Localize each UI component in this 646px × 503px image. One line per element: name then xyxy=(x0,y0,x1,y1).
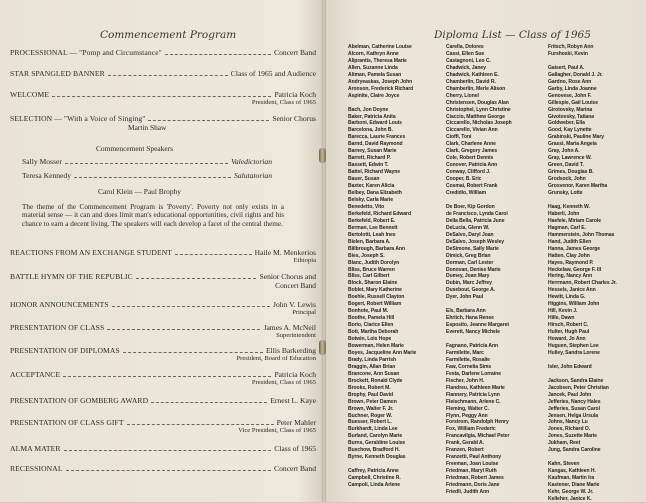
graduate-name: Aspinite, Claire Joyce xyxy=(348,92,400,99)
graduate-name: Hulter, Hugh Paul xyxy=(548,329,590,336)
graduate-name: Clark, Charlene Anne xyxy=(446,141,496,148)
graduate-name: Fleming, Walter C. xyxy=(446,405,489,412)
program-item-alma-mater: ALMA MATER Class of 1965 xyxy=(10,444,316,453)
graduate-name: Buesser, Robert L. xyxy=(348,419,392,426)
graduate-name: Frank, Gerald A. xyxy=(446,440,484,447)
graduate-name: Grabinski, Pauline Mary xyxy=(548,134,605,141)
graduate-name: Jancek, Paul John xyxy=(548,391,592,398)
graduate-name: Cherry, Lionel xyxy=(446,92,479,99)
graduate-name: Dimick, Greg Brian xyxy=(446,252,491,259)
graduate-name: Kehr, George W. Jr. xyxy=(548,489,594,495)
graduate-name: Carella, Dolores xyxy=(446,44,484,50)
graduate-name: Fagnano, Patricia Ann xyxy=(446,342,499,349)
graduate-name: Hewitt, Linda G. xyxy=(548,294,586,301)
speaker-valedictorian: Sally Mosser Valedictorian xyxy=(22,157,272,166)
program-item-presentation-class-sub: Superintendent xyxy=(276,332,316,339)
graduate-name: Hagman, Carl E. xyxy=(548,224,586,231)
graduate-name: Franzen, Robert xyxy=(446,447,484,454)
graduate-name: Dyer, John Paul xyxy=(446,294,484,301)
graduate-name: Flannery, Patricia Lynn xyxy=(446,391,500,398)
graduate-name: Christophel, Lynn Christine xyxy=(446,106,511,113)
graduate-name: Goldweber, Ella xyxy=(548,120,585,127)
graduate-name: Abelman, Catherine Louise xyxy=(348,44,412,50)
graduate-name xyxy=(548,357,642,364)
graduate-name: Fischer, John H. xyxy=(446,377,485,384)
graduate-name: Boblet, Mary Katherine xyxy=(348,287,402,294)
graduate-name: Cassi, Ellen Sue xyxy=(446,50,485,57)
additional-speakers: Carol Klein — Paul Brophy xyxy=(98,187,181,196)
graduate-name: Conway, Clifford J. xyxy=(446,169,491,176)
graduate-name: Grodsock, John xyxy=(548,176,586,183)
graduate-name: Allen, Suzanne Linda xyxy=(348,64,398,71)
graduate-name: Aronson, Frederick Richard xyxy=(348,85,414,92)
graduate-name: Everett, Nancy Michele xyxy=(446,329,500,336)
graduate-name: Billbrough, Barbara Ann xyxy=(348,245,405,252)
graduate-name: Ciccarello, Vivian Ann xyxy=(446,127,498,134)
graduate-name: Howard, Jo Ann xyxy=(548,336,586,343)
graduate-name: Belbey, Dana Elizabeth xyxy=(348,190,402,197)
graduate-name: Grassi, Maria Angela xyxy=(548,141,597,148)
graduate-name: Huguen, Stephen Lee xyxy=(548,342,599,349)
graduate-name: Bies, Joseph S. xyxy=(348,252,385,259)
graduate-name: Haefele, Miriam Carole xyxy=(548,217,602,224)
graduate-name: Hatten, Clay John xyxy=(548,252,590,259)
graduate-name: Borio, Clarice Ellen xyxy=(348,322,394,329)
graduate-name: Grunsky, Lotte xyxy=(548,190,583,197)
graduate-name: Boyes, Jacqueline Ann Marie xyxy=(348,349,417,356)
graduate-name: Dumey, Joan Mary xyxy=(446,273,490,280)
program-item-processional: PROCESSIONAL — "Pomp and Circumstance" Concert Band xyxy=(10,48,316,57)
graduate-name: Byrne, Kenneth Douglas xyxy=(348,454,406,461)
graduate-name: Chamberlin, Merle Alison xyxy=(446,85,506,92)
graduate-name: Boehle, Russell Clayton xyxy=(348,294,405,301)
graduate-name: Fox, William Frederic xyxy=(446,426,496,433)
graduate-name: Barboni, Edward Louis xyxy=(348,120,402,127)
graduate-name: Hille, Dawn xyxy=(548,315,575,322)
graduate-name: Berkefeld, Robert E. xyxy=(348,217,396,224)
graduate-name: Brown, Walter F. Jr. xyxy=(348,405,394,412)
graduate-name xyxy=(446,301,542,308)
graduate-name: Ehrlich, Hana Renee xyxy=(446,315,494,322)
program-item-reactions: REACTIONS FROM AN EXCHANGE STUDENT Haile M. Menkerios xyxy=(10,248,316,257)
staple-bottom xyxy=(319,340,326,355)
graduate-name: Faw, Cornelia Sims xyxy=(446,363,492,370)
graduate-name: Friedman, Maryl Ruth xyxy=(446,468,497,475)
graduate-name: Dusebout, George A. xyxy=(446,287,496,294)
program-item-class-gift-sub: Vice President, Class of 1965 xyxy=(238,427,316,434)
program-item-battle-hymn: BATTLE HYMN OF THE REPUBLIC Senior Chorus and xyxy=(10,272,316,281)
graduate-name: Bielen, Barbara A. xyxy=(348,238,391,245)
graduate-name: Bott, Martha Deborah xyxy=(348,329,399,336)
program-item-selection: SELECTION — "With a Voice of Singing" Senior Chorus xyxy=(10,114,316,123)
graduate-name: Garby, Linda Joanne xyxy=(548,85,597,92)
program-title: Commencement Program xyxy=(100,29,237,41)
graduate-name: Gray, Lawrence W. xyxy=(548,155,592,162)
graduate-name: Bach, Jon Doyne xyxy=(348,106,389,113)
graduate-name: Forstrom, Randolph Henry xyxy=(446,419,509,426)
graduate-name: Green, David T. xyxy=(548,162,584,169)
graduate-name: Brancone, Ann Susan xyxy=(348,370,400,377)
graduate-name: Donovan, Denise Marie xyxy=(446,266,501,273)
graduate-name xyxy=(548,454,642,461)
graduate-name: Ciccarello, Nicholas Joseph xyxy=(446,120,512,127)
graduate-name: Cole, Robert Dennis xyxy=(446,155,494,162)
graduate-name: Esposito, Jeanne Margaret xyxy=(446,322,509,329)
program-item-welcome: WELCOME Patricia Koch xyxy=(10,90,316,99)
graduate-name: Dubin, Marc Jeffrey xyxy=(446,280,492,287)
graduate-name: Franzetti, Paul Anthony xyxy=(446,454,502,461)
diploma-column-2 xyxy=(446,44,542,496)
graduate-name: DeSalvo, Daryl Joan xyxy=(446,231,494,238)
graduate-name: Barney, Susan Marie xyxy=(348,148,397,155)
speakers-heading: Commencement Speakers xyxy=(96,144,173,153)
graduate-name: Caffrey, Patricia Anne xyxy=(348,468,399,475)
graduate-name: Brooks, Robert M. xyxy=(348,384,391,391)
program-item-acceptance: ACCEPTANCE Patricia Koch xyxy=(10,370,316,379)
graduate-name: Higgins, William John xyxy=(548,301,600,308)
graduate-name: Kelleher, Janice K. xyxy=(548,495,592,502)
graduate-name: De Boer, Kip Gordon xyxy=(446,203,495,210)
graduate-name: Brady, Linda Parrish xyxy=(348,356,396,363)
graduate-name: Brophy, Paul David xyxy=(348,391,393,398)
graduate-name: Bliss, Bruce Warren xyxy=(348,266,395,273)
graduate-name: Genovese, John F. xyxy=(548,92,592,99)
theme-paragraph: The theme of the Commencement Program is 'Poverty'. Poverty not only exists in a material sense — it can and does limit man's educational opportunities, civil rights and his chance to earn a decent living. The speakers will each develop a facet of the central theme. xyxy=(22,203,284,228)
graduate-name: Jackson, Sandra Elaine xyxy=(548,377,604,384)
graduate-name: Boothe, Pamela Hill xyxy=(348,315,395,322)
graduate-name: Baker, Patricia Anita xyxy=(348,113,396,120)
program-item-diplomas: PRESENTATION OF DIPLOMAS Ellis Barkerding xyxy=(10,346,316,355)
graduate-name: Freeman, Joan Louise xyxy=(446,461,499,468)
diploma-list-page xyxy=(326,0,646,502)
graduate-name: Flandreu, Kathleen Marie xyxy=(446,384,505,391)
graduate-name: Della Bella, Patricia June xyxy=(446,217,505,224)
graduate-name: Berkefeld, Richard Edward xyxy=(348,210,411,217)
graduate-name: Benedetto, Vito xyxy=(348,203,385,210)
graduate-name: Bonhote, Paul M. xyxy=(348,308,389,315)
graduate-name: Campoli, Linda Arlene xyxy=(348,482,401,489)
graduate-name: Furshoski, Kevin xyxy=(548,50,588,57)
diploma-column-1 xyxy=(348,44,442,489)
graduate-name: Hanna, James George xyxy=(548,245,601,252)
graduate-name: Chadwick, Kathleen E. xyxy=(446,71,499,78)
graduate-name: Alcorn, Kathryn Anne xyxy=(348,50,399,57)
program-item-reactions-sub: Ethiopia xyxy=(293,257,316,264)
graduate-name xyxy=(548,197,642,204)
graduate-name xyxy=(548,371,642,378)
program-item-presentation-class: PRESENTATION OF CLASS James A. McNeil xyxy=(10,323,316,332)
graduate-name xyxy=(446,336,542,343)
graduate-name: Francavilgia, Michael Peter xyxy=(446,433,510,440)
graduate-name: Kangas, Kathleen H. xyxy=(548,468,596,475)
graduate-name: Gaisert, Paul A. xyxy=(548,64,585,71)
graduate-name: Bowerman, Helen Marie xyxy=(348,342,404,349)
graduate-name: Dorman, Carl Lester xyxy=(446,259,494,266)
graduate-name: Altman, Pamela Susan xyxy=(348,71,402,78)
graduate-name: Cosmai, Robert Frank xyxy=(446,183,498,190)
graduate-name: Johns, Nancy Lu xyxy=(548,419,588,426)
graduate-name: Blanc, Judith Dorolyn xyxy=(348,259,400,266)
graduate-name: Hill, Kevin J. xyxy=(548,308,578,315)
graduate-name: Grosvenor, Karen Martha xyxy=(548,183,608,190)
graduate-name: DeLucia, Glenn W. xyxy=(446,224,490,231)
graduate-name: Hayes, Raymond P. xyxy=(548,259,594,266)
graduate-name: Burkhardt, Linda Lee xyxy=(348,426,398,433)
graduate-name: Girotovsky, Marina xyxy=(548,106,593,113)
graduate-name: Hulley, Sandra Lorene xyxy=(548,349,600,356)
graduate-name: Andryeaskas, Joseph John xyxy=(348,78,413,85)
program-item-honors-sub: Principal xyxy=(292,309,316,316)
graduate-name: Baxter, Karen Alicia xyxy=(348,183,395,190)
graduate-name: Aliprantis, Theresa Marie xyxy=(348,57,407,64)
graduate-name: Bauer, Susan xyxy=(348,176,380,183)
graduate-name: Conover, Patricia Ann xyxy=(446,162,498,169)
program-item-battle-hymn-sub: Concert Band xyxy=(275,281,316,290)
graduate-name: Brockett, Ronald Clyde xyxy=(348,377,403,384)
graduate-name: Jefferies, Susan Carol xyxy=(548,405,600,412)
graduate-name: Friedli, Judith Ann xyxy=(446,489,490,495)
program-item-class-gift: PRESENTATION OF CLASS GIFT Peter Mahler xyxy=(10,418,316,427)
diploma-list-title: Diploma List — Class of 1965 xyxy=(434,29,591,41)
graduate-name: Block, Sharon Elaine xyxy=(348,280,398,287)
graduate-name: Herrmann, Robert Charles Jr. xyxy=(548,280,617,287)
graduate-name: Hessels, Janice Ann xyxy=(548,287,596,294)
commencement-program-page xyxy=(0,0,322,502)
graduate-name: Barnd, David Raymond xyxy=(348,141,403,148)
graduate-name: Kahn, Steven xyxy=(548,461,580,468)
graduate-name: Kaufman, Martin Ira xyxy=(548,475,595,482)
graduate-name: Buchner, Roger W. xyxy=(348,412,393,419)
program-item-honors: HONOR ANNOUNCEMENTS John V. Lewis xyxy=(10,300,316,309)
graduate-name xyxy=(348,100,442,107)
graduate-name: Heckelaw, George F. III xyxy=(548,266,602,273)
program-item-gomberg-award: PRESENTATION OF GOMBERG AWARD Ernest L. Kaye xyxy=(10,396,316,405)
graduate-name: Haberli, John xyxy=(548,210,580,217)
graduate-name: Friedman, Robert James xyxy=(446,475,504,482)
program-item-recessional: RECESSIONAL Concert Band xyxy=(10,464,316,473)
graduate-name: Clark, Gregory James xyxy=(446,148,498,155)
graduate-name: DeSalvo, Joseph Wesley xyxy=(446,238,504,245)
graduate-name: Hammerstein, John Thomas xyxy=(548,231,615,238)
graduate-name: Festa, Darlene Lorraine xyxy=(446,370,501,377)
graduate-name: Isler, John Edward xyxy=(548,363,592,370)
graduate-name: Good, Kay Lynette xyxy=(548,127,592,134)
graduate-name: Brown, Peter Damon xyxy=(348,398,397,405)
graduate-name: Bogert, Robert William xyxy=(348,301,402,308)
graduate-name: Jefferies, Nancy Hales xyxy=(548,398,601,405)
graduate-name: Belsky, Carla Marie xyxy=(348,196,393,203)
graduate-name: Jensen, Helga Ursula xyxy=(548,412,599,419)
staple-top xyxy=(319,148,326,163)
program-item-diplomas-sub: President, Board of Education xyxy=(236,355,316,362)
selection-composer: Martin Shaw xyxy=(128,123,167,132)
graduate-name: Braggin, Allan Brian xyxy=(348,363,396,370)
graduate-name xyxy=(548,58,642,65)
graduate-name: Barecca, Laurie Frances xyxy=(348,134,406,141)
graduate-name: Hand, Judith Ellen xyxy=(548,238,592,245)
graduate-name: Cooper, B. Eric xyxy=(446,176,482,183)
graduate-name: Kastener, Diane Marie xyxy=(548,482,600,489)
graduate-name: Botwin, Lois Hope xyxy=(348,336,392,343)
graduate-name: Jones, Richard O. xyxy=(548,426,591,433)
graduate-name: Bliss, Carl Gilbert xyxy=(348,273,390,280)
graduate-name: Hering, Nancy Ann xyxy=(548,273,593,280)
graduate-name: Burns, Geraldine Louise xyxy=(348,440,406,447)
graduate-name: Berman, Lee Bennett xyxy=(348,224,398,231)
graduate-name: Jung, Sandra Caroline xyxy=(548,447,601,454)
graduate-name: Chadwick, Janey xyxy=(446,64,486,71)
graduate-name: Gardno, Rose Ann xyxy=(548,78,592,85)
graduate-name: Gillespie, Gail Louise xyxy=(548,99,598,106)
graduate-name: Buschow, Bradford H. xyxy=(348,447,400,454)
graduate-name: Fritsch, Robyn Ann xyxy=(548,44,594,50)
graduate-name: Friedmann, Doris Jane xyxy=(446,482,500,489)
graduate-name: Fleischmann, Arlene C. xyxy=(446,398,501,405)
speaker-salutatorian: Teresa Kennedy Salutatorian xyxy=(22,171,272,180)
graduate-name: Barcelona, John B. xyxy=(348,127,393,134)
graduate-name xyxy=(348,461,442,468)
graduate-name: Barrett, Richard P. xyxy=(348,155,391,162)
graduate-name: Bassett, Edwin T. xyxy=(348,162,389,169)
graduate-name: Farmilette, Marc xyxy=(446,349,484,356)
graduate-name: Gray, John A. xyxy=(548,148,580,155)
graduate-name: Christensen, Douglas Alan xyxy=(446,99,509,106)
graduate-name: Jacobsen, Peter Christian xyxy=(548,384,609,391)
graduate-name: de Francisco, Lynda Carol xyxy=(446,210,508,217)
graduate-name: Burland, Carolyn Marie xyxy=(348,433,403,440)
graduate-name: Cioffi, Toni xyxy=(446,134,472,141)
program-item-welcome-sub: President, Class of 1965 xyxy=(251,99,316,106)
program-item-acceptance-sub: President, Class of 1965 xyxy=(251,379,316,386)
graduate-name: DeSimone, Sally Marie xyxy=(446,245,499,252)
graduate-name: Chamberlin, David R. xyxy=(446,78,496,85)
program-item-anthem: STAR SPANGLED BANNER Class of 1965 and Audience xyxy=(10,69,316,78)
graduate-name: Farmilette, Rosalie xyxy=(446,356,490,363)
graduate-name: Bertolotti, Leah Ines xyxy=(348,231,396,238)
diploma-column-3 xyxy=(548,44,642,503)
graduate-name: Jukham, Reet xyxy=(548,440,581,447)
graduate-name xyxy=(446,197,542,204)
graduate-name: Flynn, Peggy Ann xyxy=(446,412,488,419)
graduate-name: Credidio, William xyxy=(446,190,487,197)
graduate-name: Campbell, Christine R. xyxy=(348,475,401,482)
graduate-name: Castagnoni, Leo C. xyxy=(446,57,491,64)
graduate-name: Gallagher, Donald J. Jr. xyxy=(548,71,603,78)
graduate-name: Els, Barbara Ann xyxy=(446,308,486,315)
graduate-name: Givotovsky, Tatiana xyxy=(548,113,594,120)
graduate-name: Grimes, Douglas B. xyxy=(548,169,594,176)
graduate-name: Jones, Suzette Marie xyxy=(548,433,597,440)
graduate-name: Hirsch, Robert C. xyxy=(548,322,589,329)
graduate-name: Haag, Kenneth W. xyxy=(548,203,590,210)
graduate-name: Battel, Richard Wayne xyxy=(348,169,401,176)
graduate-name: Ciaccio, Matthew George xyxy=(446,113,505,120)
